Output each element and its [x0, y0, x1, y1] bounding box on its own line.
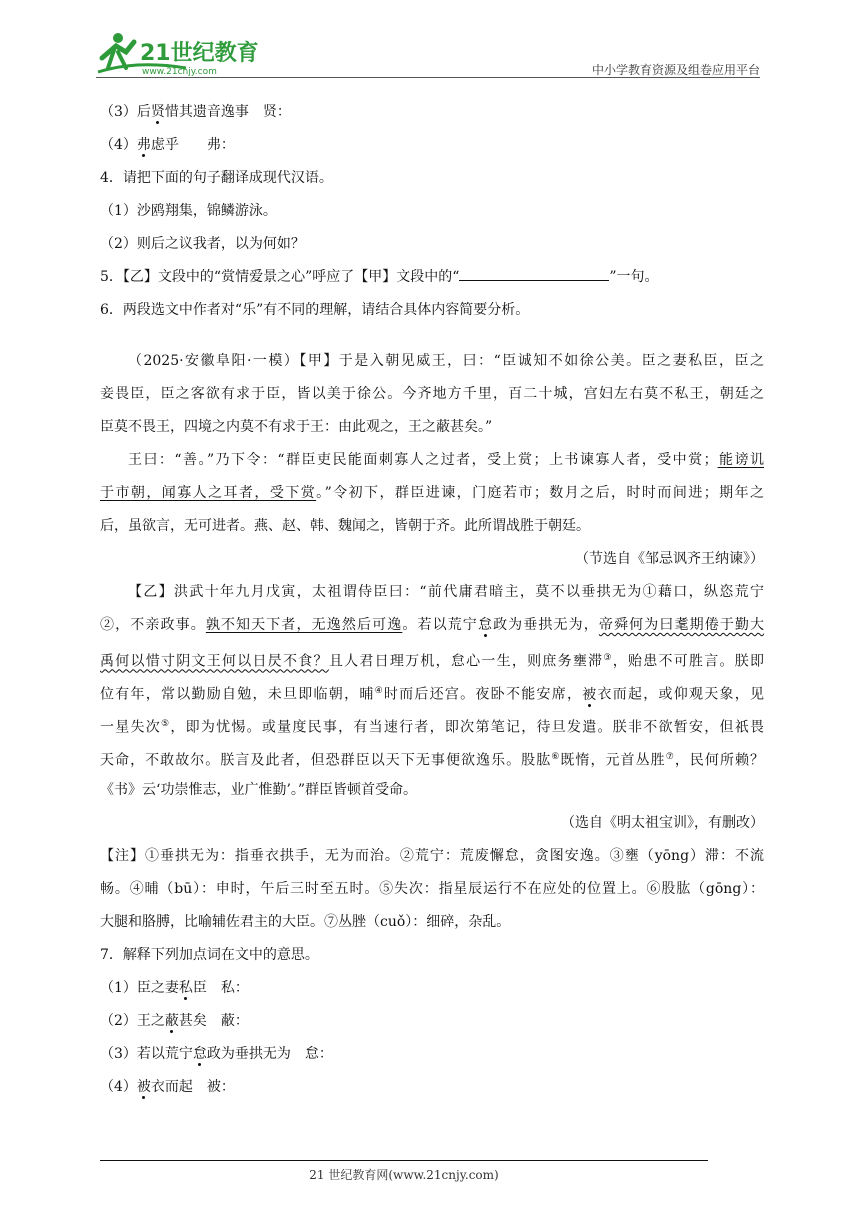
question-7-item-2: （2）王之蔽甚矣 蔽： — [100, 1013, 249, 1029]
question-7-item-1: （1）臣之妻私臣 私： — [100, 980, 249, 996]
page-footer: 21 世纪教育网(www.21cnjy.com) — [309, 1168, 499, 1182]
question-4-item-2: （2）则后之议我者，以为何如？ — [100, 236, 305, 252]
question-4-item-1: （1）沙鸥翔集，锦鳞游泳。 — [100, 203, 277, 219]
site-logo — [96, 28, 266, 80]
question-6: 6．两段选文中作者对“乐”有不同的理解，请结合具体内容简要分析。 — [100, 302, 530, 318]
passage-yi: 【乙】洪武十年九月戊寅，太祖谓侍臣曰：“前代庸君暗主，莫不以垂拱无为①藉口，纵恣荒宁 ②，不亲政事。孰不知天下者，无逸然后可逸。若以荒宁怠政为垂拱无为，帝舜何为曰耄期倦于勤大 禹何以惜寸阴文王何以日昃不食？且人君日理万机，怠心一生，则庶务壅滞③，贻患不可胜言。朕即 位有年，常以勤励自勉，未旦即临朝，晡④时而后还宫。夜卧不能安席，被衣而起，或仰观天象，见 一星失次⑤，即为忧惕。或量度民事，有当速行者，即次第笔记，待旦发遣。朕非不欲暂安，但祇畏 天命，不敢故尔。朕言及此者，但恐群臣以天下无事便欲逸乐。股肱⑥既惰，元首丛胜⑦，民何所赖？ 《书》云‘功崇惟志，业广惟勤’。”群臣皆顿首受命。 （选自《明太祖宝训》，有删改） — [100, 576, 764, 840]
question-5: 5．【乙】文段中的“赏情爱景之心”呼应了【甲】文段中的“ ”一句。 — [100, 261, 764, 294]
footer-divider — [100, 1160, 708, 1161]
question-7-item-3: （3）若以荒宁怠政为垂拱无为 怠： — [100, 1046, 333, 1062]
question-3-4: （4）弗虑乎 弗： — [100, 137, 235, 153]
header-tagline: 中小学教育资源及组卷应用平台 — [591, 63, 760, 77]
annotation-notes: 【注】①垂拱无为：指垂衣拱手，无为而治。②荒宁：荒废懈怠，贪图安逸。③壅（yōng）滞：不流 畅。④晡（bū）：申时，午后三时至五时。⑤失次：指星辰运行不在应处的位置上。⑥股肱（gōng）： 大腿和胳膊，比喻辅佐君主的大臣。⑦丛脞（cuǒ）：细碎，杂乱。 — [100, 848, 764, 930]
passage-jia-source: （节选自《邹忌讽齐王纳谏》） — [575, 551, 764, 567]
header-divider — [96, 77, 760, 78]
logo-url: www.21cnjy.com — [142, 67, 217, 77]
logo-text: 21世纪教育 — [140, 41, 259, 66]
question-7-stem: 7．解释下列加点词在文中的意思。 — [100, 947, 319, 963]
passage-yi-source: （选自《明太祖宝训》，有删改） — [561, 815, 764, 831]
passage-jia: （2025·安徽阜阳·一模）【甲】于是入朝见威王，曰：“臣诚知不如徐公美。臣之妻私臣，臣之 妾畏臣，臣之客欲有求于臣，皆以美于徐公。今齐地方千里，百二十城，宫妇左右莫不私王，朝廷之 臣莫不畏王，四境之内莫不有求于王：由此观之，王之蔽甚矣。” 王曰：“善。”乃下令：“群臣吏民能面刺寡人之过者，受上赏；上书谏寡人者，受中赏；能谤讥 于市朝，闻寡人之耳者，受下赏。”令初下，群臣进谏，门庭若市；数月之后，时时而间进；期年之 后，虽欲言，无可进者。燕、赵、韩、魏闻之，皆朝于齐。此所谓战胜于朝廷。 （节选自《邹忌讽齐王纳谏》） — [100, 345, 764, 576]
question-3-3: （3）后贤惜其遗音逸事 贤： — [100, 104, 291, 120]
question-7-item-4: （4）被衣而起 被： — [100, 1079, 235, 1095]
document-body — [100, 96, 764, 1104]
answer-blank[interactable] — [459, 266, 609, 281]
question-4-stem: 4．请把下面的句子翻译成现代汉语。 — [100, 170, 333, 186]
page-header — [96, 28, 760, 84]
